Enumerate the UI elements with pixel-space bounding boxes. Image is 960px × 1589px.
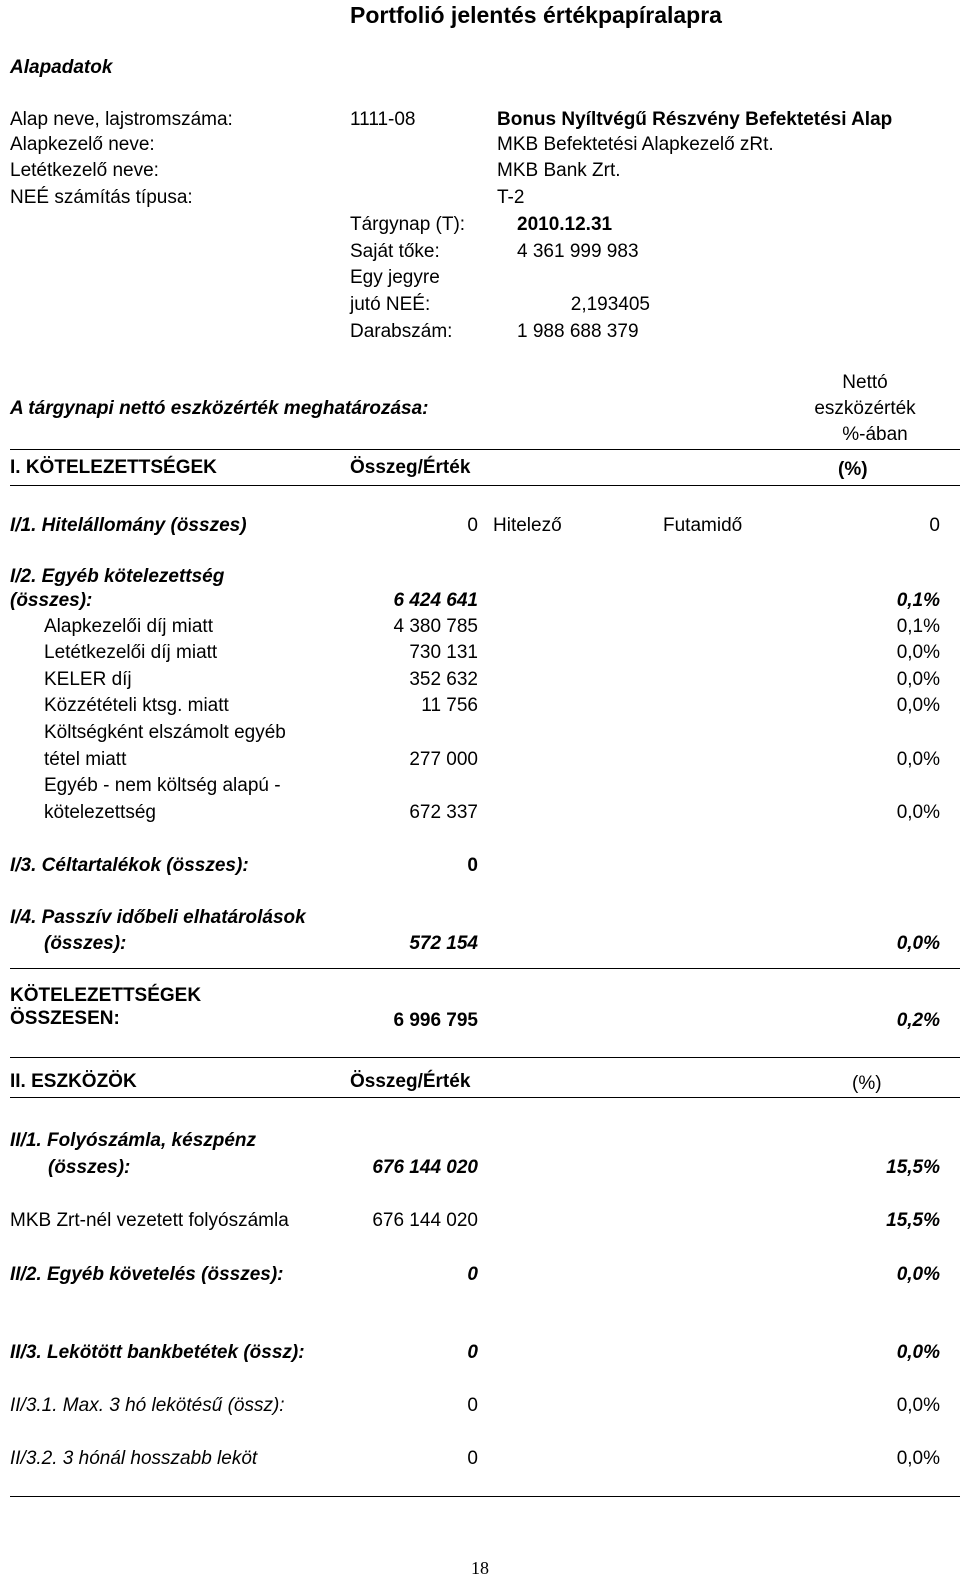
liab-item-value: 730 131 <box>409 642 478 663</box>
liab-item-value: 11 756 <box>421 695 478 716</box>
equity-label: Saját tőke: <box>350 241 440 262</box>
receivables-pct: 0,0% <box>896 1264 940 1285</box>
nav-col-line2: eszközérték <box>814 398 916 419</box>
total-liab-label-1: KÖTELEZETTSÉGEK <box>10 985 202 1006</box>
manager-name: MKB Befektetési Alapkezelő zRt. <box>497 134 774 155</box>
per-unit-value: 2,193405 <box>570 294 650 315</box>
divider <box>10 485 960 486</box>
divider <box>10 1057 960 1058</box>
cost-item-value: 277 000 <box>409 749 478 770</box>
liabilities-header: I. KÖTELEZETTSÉGEK <box>10 457 217 478</box>
page-number: 18 <box>471 1558 489 1578</box>
nav-col-line3: %-ában <box>842 424 908 445</box>
per-unit-label-1: Egy jegyre <box>350 267 440 288</box>
deposits-label: II/3. Lekötött bankbetétek (össz): <box>10 1342 305 1363</box>
liab-item-label: Közzétételi ktsg. miatt <box>44 695 229 716</box>
provisions-label: I/3. Céltartalékok (összes): <box>10 855 249 876</box>
total-liab-label-2: ÖSSZESEN: <box>10 1008 120 1029</box>
deposits-short-label: II/3.1. Max. 3 hó lekötésű (össz): <box>10 1395 285 1416</box>
liabilities-col-amount: Összeg/Érték <box>350 457 471 478</box>
maturity-label: Futamidő <box>663 515 743 536</box>
nav-heading: A tárgynapi nettó eszközérték meghatározása: <box>10 398 429 419</box>
receivables-label: II/2. Egyéb követelés (összes): <box>10 1264 284 1285</box>
fund-name: Bonus Nyíltvégű Részvény Befektetési Alap <box>497 109 893 130</box>
other-liab-label-2: (összes): <box>10 590 93 611</box>
liab-item-label: KELER díj <box>44 669 132 690</box>
other-liab-label-1: I/2. Egyéb kötelezettség <box>10 566 225 587</box>
page-title: Portfolió jelentés értékpapíralapra <box>350 2 722 28</box>
nav-type: T-2 <box>497 187 525 208</box>
report-date: 2010.12.31 <box>517 214 613 235</box>
cash-label-1: II/1. Folyószámla, készpénz <box>10 1130 257 1151</box>
deposits-long-value: 0 <box>467 1448 478 1469</box>
total-liab-value: 6 996 795 <box>393 1010 478 1031</box>
nav-type-label: NEÉ számítás típusa: <box>10 187 193 208</box>
liab-item-label: Alapkezelői díj miatt <box>44 616 213 637</box>
deposits-long-pct: 0,0% <box>896 1448 940 1469</box>
accruals-pct: 0,0% <box>896 933 940 954</box>
accruals-label-1: I/4. Passzív időbeli elhatárolások <box>10 907 306 928</box>
assets-col-amount: Összeg/Érték <box>350 1071 471 1092</box>
divider <box>10 1496 960 1497</box>
custodian-label: Letétkezelő neve: <box>10 160 159 181</box>
deposits-short-pct: 0,0% <box>896 1395 940 1416</box>
loans-value: 0 <box>467 515 478 536</box>
liab-item-label: Letétkezelői díj miatt <box>44 642 218 663</box>
section-heading-basic: Alapadatok <box>10 57 113 78</box>
liab-item-pct: 0,0% <box>896 695 940 716</box>
liab-item-pct: 0,0% <box>896 642 940 663</box>
noncost-item-label-2: kötelezettség <box>44 802 156 823</box>
noncost-item-label-1: Egyéb - nem költség alapú - <box>44 775 281 796</box>
liab-item-value: 352 632 <box>409 669 478 690</box>
per-unit-label-2: jutó NEÉ: <box>350 294 431 315</box>
liabilities-col-pct: (%) <box>838 459 868 480</box>
account-value: 676 144 020 <box>372 1210 478 1231</box>
custodian-name: MKB Bank Zrt. <box>497 160 621 181</box>
cost-item-pct: 0,0% <box>896 749 940 770</box>
deposits-short-value: 0 <box>467 1395 478 1416</box>
units-label: Darabszám: <box>350 321 453 342</box>
loans-label: I/1. Hitelállomány (összes) <box>10 515 247 536</box>
account-pct: 15,5% <box>886 1210 940 1231</box>
nav-col-line1: Nettó <box>842 372 888 393</box>
divider <box>10 1097 960 1098</box>
accruals-label-2: (összes): <box>44 933 127 954</box>
liab-item-value: 4 380 785 <box>393 616 478 637</box>
other-liab-pct: 0,1% <box>896 590 940 611</box>
noncost-item-value: 672 337 <box>409 802 478 823</box>
assets-header: II. ESZKÖZÖK <box>10 1071 137 1092</box>
receivables-value: 0 <box>467 1264 478 1285</box>
cash-pct: 15,5% <box>886 1157 940 1178</box>
liab-item-pct: 0,1% <box>896 616 940 637</box>
liab-item-pct: 0,0% <box>896 669 940 690</box>
cash-value: 676 144 020 <box>372 1157 478 1178</box>
deposits-long-label: II/3.2. 3 hónál hosszabb leköt <box>10 1448 258 1469</box>
units-value: 1 988 688 379 <box>517 321 639 342</box>
cost-item-label-1: Költségként elszámolt egyéb <box>44 722 286 743</box>
assets-col-pct: (%) <box>852 1073 882 1094</box>
provisions-value: 0 <box>467 855 478 876</box>
divider <box>10 968 960 969</box>
account-label: MKB Zrt-nél vezetett folyószámla <box>10 1210 289 1231</box>
manager-label: Alapkezelő neve: <box>10 134 155 155</box>
divider <box>10 449 960 450</box>
accruals-value: 572 154 <box>409 933 478 954</box>
noncost-item-pct: 0,0% <box>896 802 940 823</box>
creditor-label: Hitelező <box>493 515 562 536</box>
deposits-pct: 0,0% <box>896 1342 940 1363</box>
fund-reg: 1111-08 <box>350 109 416 130</box>
fund-label: Alap neve, lajstromszáma: <box>10 109 233 130</box>
equity-value: 4 361 999 983 <box>517 241 639 262</box>
total-liab-pct: 0,2% <box>896 1010 940 1031</box>
date-label: Tárgynap (T): <box>350 214 466 235</box>
cash-label-2: (összes): <box>48 1157 131 1178</box>
cost-item-label-2: tétel miatt <box>44 749 127 770</box>
loans-pct: 0 <box>929 515 940 536</box>
other-liab-value: 6 424 641 <box>393 590 478 611</box>
deposits-value: 0 <box>467 1342 478 1363</box>
